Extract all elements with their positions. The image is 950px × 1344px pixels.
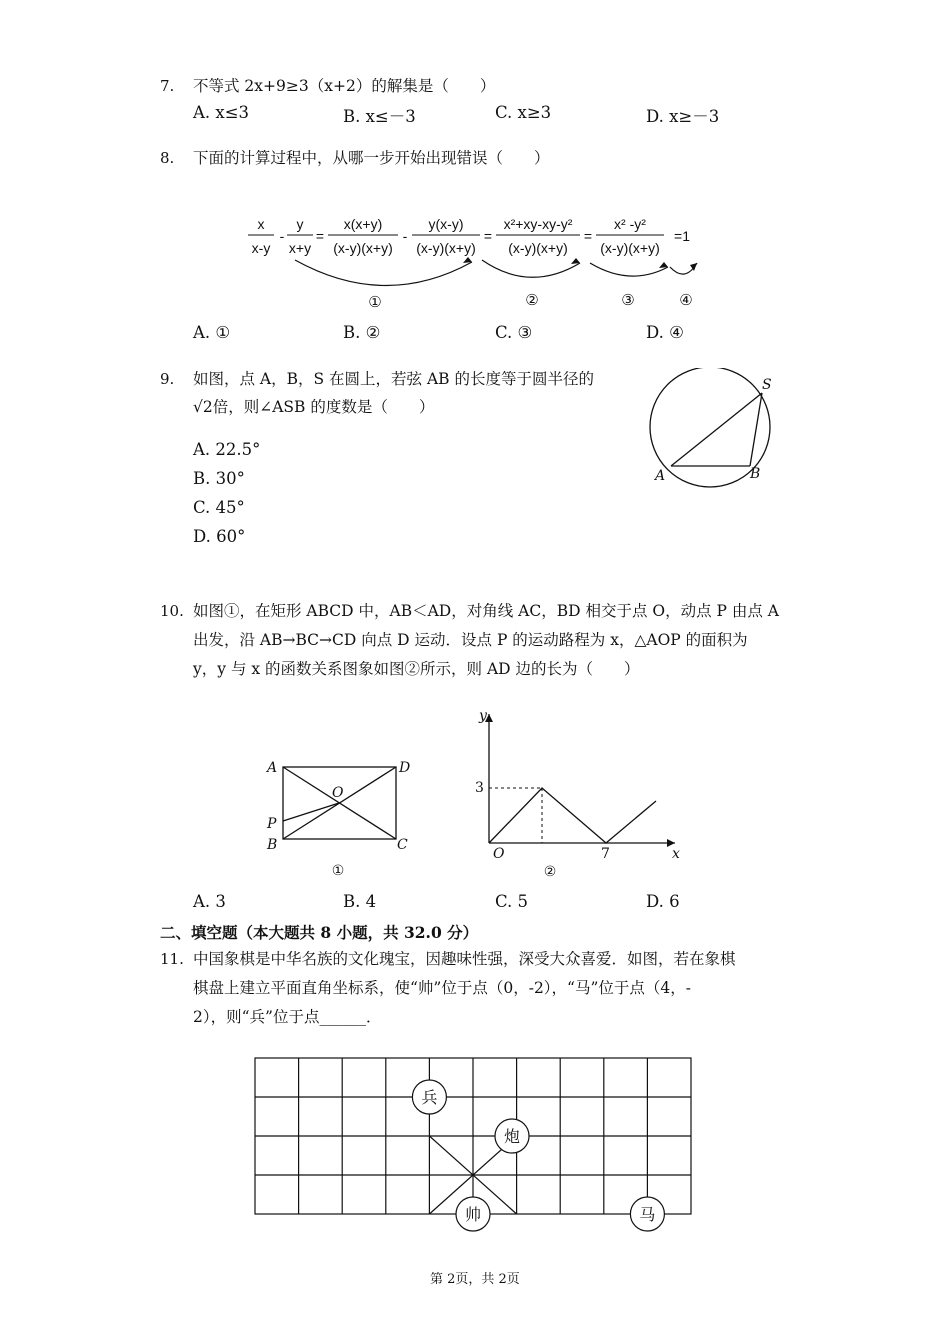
q7-stem: 不等式 2x+9≥3（x+2）的解集是（ ） (193, 77, 496, 95)
step-label-3: ③ (621, 291, 635, 309)
q8-option-d: D. ④ (646, 323, 684, 342)
label-o: O (332, 785, 344, 801)
chord-as (671, 393, 762, 466)
frac1-num: x (257, 216, 265, 232)
q8-option-c: C. ③ (495, 323, 533, 342)
q8-stem: 下面的计算过程中，从哪一步开始出现错误（ ） (193, 149, 550, 167)
q9-option-d: D. 60° (193, 527, 246, 546)
q7-option-c: C. x≥3 (495, 103, 552, 122)
q9-stem-line1: 如图，点 A，B，S 在圆上，若弦 AB 的长度等于圆半径的 (193, 370, 594, 388)
frac4-num: y(x-y) (428, 216, 464, 232)
label-d: D (399, 760, 411, 776)
tick-x-label: 7 (601, 846, 610, 862)
q10-stem-line1: 如图①，在矩形 ABCD 中，AB＜AD，对角线 AC，BD 相交于点 O，动点 P 由点 A (193, 602, 779, 620)
q11-line1: 中国象棋是中华名族的文化瑰宝，因趣味性强，深受大众喜爱．如图，若在象棋 (193, 950, 736, 968)
label-s: S (762, 377, 772, 393)
segment-po (283, 803, 339, 821)
label-b: B (267, 837, 278, 853)
q11-number: 11. (160, 950, 184, 968)
frac1-den: x-y (251, 240, 271, 256)
chess-board-figure (250, 1052, 700, 1237)
q7-number: 7. (160, 77, 175, 95)
q10-stem-line2: 出发，沿 AB→BC→CD 向点 D 运动．设点 P 的运动路程为 x，△AOP 的面积为 (193, 631, 748, 649)
q10-stem-line3: y，y 与 x 的函数关系图象如图②所示，则 AD 边的长为（ ） (193, 660, 640, 678)
op6: =1 (674, 228, 690, 244)
arrow-head-3 (659, 262, 668, 268)
op2: = (315, 228, 325, 244)
figure1-caption: ① (331, 863, 345, 879)
frac5-num: x²+xy-xy-y² (503, 216, 573, 232)
q7-option-a: A. x≤3 (193, 103, 250, 122)
q10-graph-figure (460, 700, 695, 885)
q8-option-a: A. ① (193, 323, 231, 342)
q10-number: 10. (160, 602, 184, 620)
q9-option-c: C. 45° (193, 498, 245, 517)
op5: = (583, 228, 593, 244)
piece-ma (630, 1197, 664, 1231)
q11-line3: 2），则“兵”位于点______． (193, 1008, 382, 1026)
q8-number: 8. (160, 149, 175, 167)
section-title: 二、填空题（本大题共 8 小题，共 32.0 分） (160, 923, 479, 942)
piece-shuai (456, 1197, 490, 1231)
q11-line2: 棋盘上建立平面直角坐标系，使“帅”位于点（0，-2），“马”位于点（4，- (193, 979, 692, 997)
axis-x-label: x (672, 846, 680, 862)
q9-option-b: B. 30° (193, 469, 245, 488)
step-arc-1 (295, 260, 472, 286)
piece-bing (412, 1080, 446, 1114)
frac2-den: x+y (288, 240, 312, 256)
q10-option-a: A. 3 (193, 892, 226, 911)
label-c: C (397, 837, 408, 853)
step-arc-2 (482, 260, 580, 277)
origin-label: O (493, 846, 505, 862)
frac6-den: (x-y)(x+y) (600, 240, 660, 256)
label-p: P (267, 816, 277, 832)
label-a: A (655, 468, 666, 484)
piece-pao-label: 炮 (503, 1127, 521, 1146)
frac5-den: (x-y)(x+y) (508, 240, 568, 256)
figure2-caption: ② (543, 864, 557, 880)
function-graph (489, 788, 656, 843)
q9-stem-line2: √2倍，则∠ASB 的度数是（ ） (193, 398, 435, 416)
tick-y-label: 3 (475, 780, 484, 796)
q10-option-c: C. 5 (495, 892, 529, 911)
label-a: A (267, 760, 278, 776)
op4: = (483, 228, 493, 244)
step-label-1: ① (368, 293, 382, 311)
piece-pao (495, 1119, 529, 1153)
step-label-2: ② (525, 291, 539, 309)
q10-rectangle-figure (262, 755, 422, 885)
step-label-4: ④ (679, 291, 693, 309)
q9-option-a: A. 22.5° (193, 440, 261, 459)
piece-shuai-label: 帅 (464, 1205, 482, 1224)
page-footer: 第 2页，共 2页 (430, 1272, 520, 1287)
op1: - (279, 228, 285, 244)
q7-option-b: B. x≤－3 (343, 107, 416, 126)
q9-number: 9. (160, 370, 175, 388)
frac2-num: y (296, 216, 304, 232)
frac6-num: x² -y² (614, 216, 646, 232)
q10-option-d: D. 6 (646, 892, 680, 911)
q8-calculation-figure (240, 205, 710, 320)
frac3-num: x(x+y) (343, 216, 383, 232)
chord-bs (750, 393, 762, 466)
piece-bing-label: 兵 (421, 1088, 438, 1107)
q8-option-b: B. ② (343, 323, 381, 342)
q10-option-b: B. 4 (343, 892, 377, 911)
q9-circle-figure (640, 368, 790, 493)
arrow-head-1 (463, 257, 472, 263)
axis-y-label: y (479, 708, 487, 724)
arrow-head-2 (571, 258, 580, 264)
frac3-den: (x-y)(x+y) (333, 240, 393, 256)
label-b: B (750, 466, 761, 482)
op3: - (402, 228, 408, 244)
q7-option-d: D. x≥－3 (646, 107, 720, 126)
piece-ma-label: 马 (639, 1205, 656, 1224)
frac4-den: (x-y)(x+y) (416, 240, 476, 256)
step-arc-3 (590, 263, 668, 276)
